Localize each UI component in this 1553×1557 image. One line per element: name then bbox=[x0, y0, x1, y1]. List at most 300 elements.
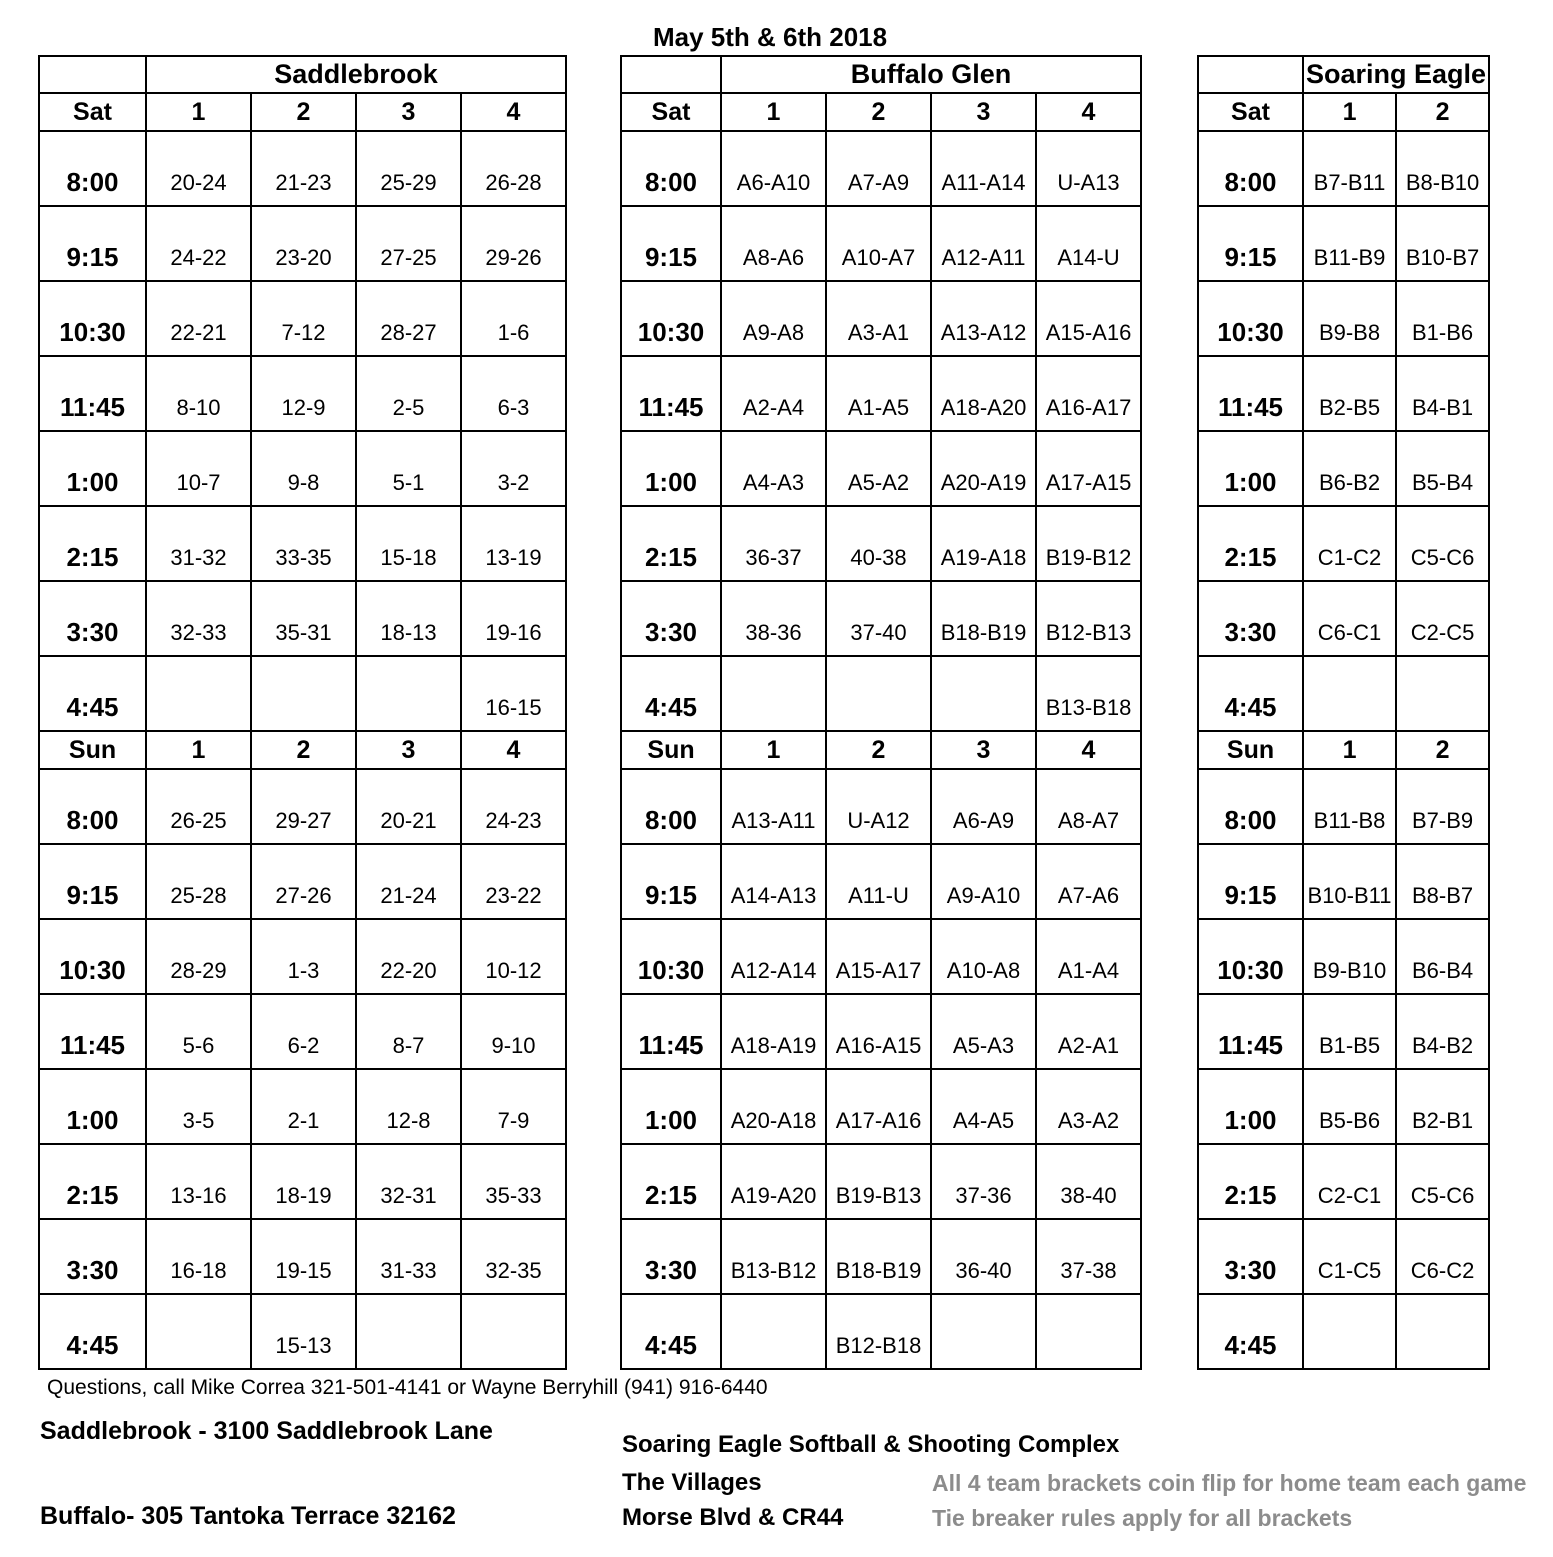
time-label: 3:30 bbox=[1198, 1219, 1303, 1294]
game-cell: 26-25 bbox=[146, 769, 251, 844]
sat-time-row bbox=[39, 431, 566, 506]
sat-time-row bbox=[1198, 506, 1489, 581]
game-cell: 23-20 bbox=[251, 206, 356, 281]
time-label: 10:30 bbox=[39, 919, 146, 994]
time-label: 9:15 bbox=[621, 206, 721, 281]
game-cell bbox=[1303, 1294, 1396, 1369]
game-cell: A19-A20 bbox=[721, 1144, 826, 1219]
game-cell: A20-A18 bbox=[721, 1069, 826, 1144]
game-cell: B8-B10 bbox=[1396, 131, 1489, 206]
game-cell: B4-B2 bbox=[1396, 994, 1489, 1069]
game-cell: A10-A8 bbox=[931, 919, 1036, 994]
game-cell: B7-B9 bbox=[1396, 769, 1489, 844]
game-cell: A11-U bbox=[826, 844, 931, 919]
game-cell: B9-B10 bbox=[1303, 919, 1396, 994]
game-cell bbox=[721, 656, 826, 731]
day-label: Sat bbox=[621, 93, 721, 131]
game-cell: 24-23 bbox=[461, 769, 566, 844]
game-cell: C1-C5 bbox=[1303, 1219, 1396, 1294]
field-column-header: 1 bbox=[721, 731, 826, 769]
game-cell: 16-15 bbox=[461, 656, 566, 731]
game-cell: 36-40 bbox=[931, 1219, 1036, 1294]
game-cell: 28-27 bbox=[356, 281, 461, 356]
page-title: May 5th & 6th 2018 bbox=[653, 22, 888, 52]
game-cell: 6-2 bbox=[251, 994, 356, 1069]
game-cell: B5-B4 bbox=[1396, 431, 1489, 506]
sun-time-row bbox=[621, 1069, 1141, 1144]
field-column-header: 4 bbox=[1036, 93, 1141, 131]
game-cell: 32-31 bbox=[356, 1144, 461, 1219]
time-label: 9:15 bbox=[39, 844, 146, 919]
game-cell: B18-B19 bbox=[931, 581, 1036, 656]
soaring-eagle-schedule-table bbox=[1197, 55, 1490, 1370]
field-column-header: 1 bbox=[146, 731, 251, 769]
game-cell: 20-24 bbox=[146, 131, 251, 206]
sat-time-row bbox=[621, 431, 1141, 506]
game-cell: 9-10 bbox=[461, 994, 566, 1069]
sat-time-row bbox=[1198, 431, 1489, 506]
time-label: 10:30 bbox=[621, 919, 721, 994]
time-label: 8:00 bbox=[39, 131, 146, 206]
game-cell: 3-5 bbox=[146, 1069, 251, 1144]
field-column-header: 4 bbox=[461, 731, 566, 769]
game-cell bbox=[461, 1294, 566, 1369]
game-cell: 37-36 bbox=[931, 1144, 1036, 1219]
game-cell: 35-31 bbox=[251, 581, 356, 656]
villages-label: The Villages bbox=[622, 1469, 762, 1496]
game-cell: 36-37 bbox=[721, 506, 826, 581]
game-cell: 5-1 bbox=[356, 431, 461, 506]
game-cell: 8-7 bbox=[356, 994, 461, 1069]
game-cell: C2-C5 bbox=[1396, 581, 1489, 656]
game-cell: 23-22 bbox=[461, 844, 566, 919]
time-label: 2:15 bbox=[1198, 1144, 1303, 1219]
time-label: 2:15 bbox=[621, 506, 721, 581]
game-cell: 7-9 bbox=[461, 1069, 566, 1144]
game-cell: C6-C1 bbox=[1303, 581, 1396, 656]
time-label: 2:15 bbox=[39, 1144, 146, 1219]
game-cell: 32-35 bbox=[461, 1219, 566, 1294]
sun-header-row bbox=[39, 731, 566, 769]
game-cell: B9-B8 bbox=[1303, 281, 1396, 356]
game-cell: A6-A10 bbox=[721, 131, 826, 206]
day-label: Sun bbox=[39, 731, 146, 769]
sat-time-row bbox=[39, 506, 566, 581]
venue-name: Saddlebrook bbox=[146, 56, 566, 93]
game-cell: C6-C2 bbox=[1396, 1219, 1489, 1294]
time-label: 8:00 bbox=[1198, 769, 1303, 844]
sat-header-row bbox=[1198, 93, 1489, 131]
game-cell: A18-A20 bbox=[931, 356, 1036, 431]
game-cell: B12-B18 bbox=[826, 1294, 931, 1369]
game-cell: A2-A4 bbox=[721, 356, 826, 431]
game-cell: 21-23 bbox=[251, 131, 356, 206]
game-cell: A18-A19 bbox=[721, 994, 826, 1069]
sun-time-row bbox=[39, 1069, 566, 1144]
sun-time-row bbox=[39, 844, 566, 919]
field-column-header: 3 bbox=[931, 731, 1036, 769]
game-cell: A12-A14 bbox=[721, 919, 826, 994]
game-cell: A11-A14 bbox=[931, 131, 1036, 206]
game-cell: 6-3 bbox=[461, 356, 566, 431]
game-cell: B4-B1 bbox=[1396, 356, 1489, 431]
game-cell: 20-21 bbox=[356, 769, 461, 844]
game-cell: A5-A2 bbox=[826, 431, 931, 506]
day-label: Sat bbox=[1198, 93, 1303, 131]
game-cell: 31-32 bbox=[146, 506, 251, 581]
game-cell: 16-18 bbox=[146, 1219, 251, 1294]
field-column-header: 4 bbox=[461, 93, 566, 131]
time-label: 2:15 bbox=[621, 1144, 721, 1219]
sun-time-row bbox=[1198, 1069, 1489, 1144]
game-cell: 13-16 bbox=[146, 1144, 251, 1219]
game-cell: A7-A6 bbox=[1036, 844, 1141, 919]
time-label: 4:45 bbox=[621, 656, 721, 731]
sat-time-row bbox=[621, 206, 1141, 281]
game-cell: B5-B6 bbox=[1303, 1069, 1396, 1144]
field-column-header: 3 bbox=[356, 93, 461, 131]
questions-contact-line: Questions, call Mike Correa 321-501-4141 or Wayne Berryhill (941) 916-6440 bbox=[47, 1376, 768, 1399]
venue-header-row bbox=[621, 56, 1141, 93]
game-cell: 27-25 bbox=[356, 206, 461, 281]
sat-header-row bbox=[39, 93, 566, 131]
game-cell: C5-C6 bbox=[1396, 1144, 1489, 1219]
game-cell: 31-33 bbox=[356, 1219, 461, 1294]
game-cell bbox=[146, 1294, 251, 1369]
time-label: 11:45 bbox=[1198, 994, 1303, 1069]
time-label: 11:45 bbox=[621, 356, 721, 431]
game-cell bbox=[826, 656, 931, 731]
sun-time-row bbox=[1198, 844, 1489, 919]
game-cell bbox=[1036, 1294, 1141, 1369]
time-label: 11:45 bbox=[1198, 356, 1303, 431]
time-label: 3:30 bbox=[1198, 581, 1303, 656]
game-cell: 29-27 bbox=[251, 769, 356, 844]
game-cell: 15-18 bbox=[356, 506, 461, 581]
time-label: 8:00 bbox=[39, 769, 146, 844]
time-label: 10:30 bbox=[1198, 281, 1303, 356]
game-cell: A9-A8 bbox=[721, 281, 826, 356]
game-cell: B19-B13 bbox=[826, 1144, 931, 1219]
game-cell bbox=[251, 656, 356, 731]
time-label: 4:45 bbox=[39, 656, 146, 731]
game-cell bbox=[1396, 1294, 1489, 1369]
time-label: 9:15 bbox=[1198, 844, 1303, 919]
sun-time-row bbox=[39, 994, 566, 1069]
game-cell: A12-A11 bbox=[931, 206, 1036, 281]
game-cell: 26-28 bbox=[461, 131, 566, 206]
game-cell: A8-A6 bbox=[721, 206, 826, 281]
sat-time-row bbox=[621, 506, 1141, 581]
time-label: 3:30 bbox=[39, 581, 146, 656]
venue-name: Soaring Eagle bbox=[1303, 56, 1489, 93]
game-cell: B13-B18 bbox=[1036, 656, 1141, 731]
game-cell: U-A12 bbox=[826, 769, 931, 844]
game-cell: 2-5 bbox=[356, 356, 461, 431]
game-cell: A14-A13 bbox=[721, 844, 826, 919]
game-cell: A8-A7 bbox=[1036, 769, 1141, 844]
game-cell: A17-A16 bbox=[826, 1069, 931, 1144]
time-label: 8:00 bbox=[621, 769, 721, 844]
corner-cell bbox=[39, 56, 146, 93]
sun-time-row bbox=[1198, 994, 1489, 1069]
time-label: 4:45 bbox=[1198, 656, 1303, 731]
game-cell: A17-A15 bbox=[1036, 431, 1141, 506]
sat-time-row bbox=[1198, 131, 1489, 206]
field-column-header: 2 bbox=[826, 93, 931, 131]
sun-time-row bbox=[621, 919, 1141, 994]
time-label: 1:00 bbox=[39, 431, 146, 506]
game-cell: 22-21 bbox=[146, 281, 251, 356]
sun-time-row bbox=[1198, 1294, 1489, 1369]
sat-time-row bbox=[1198, 581, 1489, 656]
sat-time-row bbox=[39, 131, 566, 206]
soaring-eagle-complex-name: Soaring Eagle Softball & Shooting Complex bbox=[622, 1431, 1120, 1458]
sat-time-row bbox=[39, 581, 566, 656]
game-cell: B8-B7 bbox=[1396, 844, 1489, 919]
sun-header-row bbox=[1198, 731, 1489, 769]
time-label: 10:30 bbox=[621, 281, 721, 356]
sat-time-row bbox=[39, 206, 566, 281]
game-cell: 38-36 bbox=[721, 581, 826, 656]
game-cell: A13-A11 bbox=[721, 769, 826, 844]
game-cell: 28-29 bbox=[146, 919, 251, 994]
time-label: 9:15 bbox=[621, 844, 721, 919]
game-cell: C2-C1 bbox=[1303, 1144, 1396, 1219]
sat-time-row bbox=[621, 131, 1141, 206]
game-cell bbox=[1303, 656, 1396, 731]
game-cell: B2-B1 bbox=[1396, 1069, 1489, 1144]
game-cell: A15-A16 bbox=[1036, 281, 1141, 356]
game-cell bbox=[146, 656, 251, 731]
game-cell: B7-B11 bbox=[1303, 131, 1396, 206]
game-cell: 18-13 bbox=[356, 581, 461, 656]
coin-flip-note: All 4 team brackets coin flip for home team each game bbox=[932, 1470, 1527, 1496]
venue-name: Buffalo Glen bbox=[721, 56, 1141, 93]
time-label: 11:45 bbox=[39, 994, 146, 1069]
game-cell: 21-24 bbox=[356, 844, 461, 919]
game-cell: C1-C2 bbox=[1303, 506, 1396, 581]
game-cell: 1-6 bbox=[461, 281, 566, 356]
corner-cell bbox=[621, 56, 721, 93]
game-cell: A5-A3 bbox=[931, 994, 1036, 1069]
time-label: 4:45 bbox=[39, 1294, 146, 1369]
field-column-header: 2 bbox=[1396, 93, 1489, 131]
game-cell: 40-38 bbox=[826, 506, 931, 581]
game-cell: A13-A12 bbox=[931, 281, 1036, 356]
time-label: 1:00 bbox=[621, 431, 721, 506]
game-cell: 35-33 bbox=[461, 1144, 566, 1219]
day-label: Sun bbox=[1198, 731, 1303, 769]
time-label: 3:30 bbox=[39, 1219, 146, 1294]
game-cell: 7-12 bbox=[251, 281, 356, 356]
field-column-header: 1 bbox=[146, 93, 251, 131]
game-cell: B6-B4 bbox=[1396, 919, 1489, 994]
sun-time-row bbox=[1198, 769, 1489, 844]
sat-time-row bbox=[39, 656, 566, 731]
game-cell: 10-7 bbox=[146, 431, 251, 506]
game-cell: 12-8 bbox=[356, 1069, 461, 1144]
sun-time-row bbox=[39, 1144, 566, 1219]
game-cell: A16-A15 bbox=[826, 994, 931, 1069]
field-column-header: 1 bbox=[721, 93, 826, 131]
time-label: 8:00 bbox=[1198, 131, 1303, 206]
game-cell: 29-26 bbox=[461, 206, 566, 281]
sun-time-row bbox=[621, 1219, 1141, 1294]
game-cell: 9-8 bbox=[251, 431, 356, 506]
sat-time-row bbox=[39, 356, 566, 431]
venue-header-row bbox=[1198, 56, 1489, 93]
game-cell: 27-26 bbox=[251, 844, 356, 919]
game-cell: 10-12 bbox=[461, 919, 566, 994]
game-cell: A3-A1 bbox=[826, 281, 931, 356]
game-cell: B2-B5 bbox=[1303, 356, 1396, 431]
sun-time-row bbox=[621, 994, 1141, 1069]
game-cell: A4-A3 bbox=[721, 431, 826, 506]
morse-blvd-label: Morse Blvd & CR44 bbox=[622, 1504, 844, 1531]
time-label: 1:00 bbox=[39, 1069, 146, 1144]
game-cell: A2-A1 bbox=[1036, 994, 1141, 1069]
game-cell: A14-U bbox=[1036, 206, 1141, 281]
game-cell: 37-40 bbox=[826, 581, 931, 656]
sun-time-row bbox=[621, 769, 1141, 844]
sun-time-row bbox=[621, 1294, 1141, 1369]
sun-time-row bbox=[621, 1144, 1141, 1219]
game-cell: B18-B19 bbox=[826, 1219, 931, 1294]
game-cell bbox=[356, 1294, 461, 1369]
game-cell: A6-A9 bbox=[931, 769, 1036, 844]
field-column-header: 2 bbox=[1396, 731, 1489, 769]
game-cell: 22-20 bbox=[356, 919, 461, 994]
game-cell: B19-B12 bbox=[1036, 506, 1141, 581]
time-label: 9:15 bbox=[1198, 206, 1303, 281]
sat-time-row bbox=[1198, 281, 1489, 356]
sun-time-row bbox=[1198, 1219, 1489, 1294]
time-label: 9:15 bbox=[39, 206, 146, 281]
game-cell: B1-B5 bbox=[1303, 994, 1396, 1069]
game-cell: 8-10 bbox=[146, 356, 251, 431]
game-cell: A10-A7 bbox=[826, 206, 931, 281]
sat-header-row bbox=[621, 93, 1141, 131]
game-cell: 19-16 bbox=[461, 581, 566, 656]
saddlebrook-schedule-table bbox=[38, 55, 567, 1370]
game-cell: 2-1 bbox=[251, 1069, 356, 1144]
game-cell bbox=[931, 656, 1036, 731]
sat-time-row bbox=[621, 656, 1141, 731]
field-column-header: 3 bbox=[931, 93, 1036, 131]
game-cell: B11-B8 bbox=[1303, 769, 1396, 844]
buffalo-glen-schedule-table bbox=[620, 55, 1142, 1370]
game-cell: B10-B11 bbox=[1303, 844, 1396, 919]
game-cell bbox=[356, 656, 461, 731]
time-label: 1:00 bbox=[1198, 431, 1303, 506]
game-cell: A16-A17 bbox=[1036, 356, 1141, 431]
game-cell: A1-A4 bbox=[1036, 919, 1141, 994]
game-cell: 3-2 bbox=[461, 431, 566, 506]
game-cell: 37-38 bbox=[1036, 1219, 1141, 1294]
game-cell bbox=[721, 1294, 826, 1369]
time-label: 11:45 bbox=[39, 356, 146, 431]
game-cell: 33-35 bbox=[251, 506, 356, 581]
sat-time-row bbox=[1198, 356, 1489, 431]
sun-time-row bbox=[39, 769, 566, 844]
sat-time-row bbox=[1198, 206, 1489, 281]
game-cell: B12-B13 bbox=[1036, 581, 1141, 656]
sat-time-row bbox=[621, 356, 1141, 431]
game-cell: B1-B6 bbox=[1396, 281, 1489, 356]
game-cell: 19-15 bbox=[251, 1219, 356, 1294]
tie-breaker-note: Tie breaker rules apply for all brackets bbox=[932, 1505, 1353, 1531]
game-cell: A4-A5 bbox=[931, 1069, 1036, 1144]
time-label: 1:00 bbox=[1198, 1069, 1303, 1144]
game-cell: 12-9 bbox=[251, 356, 356, 431]
field-column-header: 1 bbox=[1303, 731, 1396, 769]
sat-time-row bbox=[1198, 656, 1489, 731]
field-column-header: 2 bbox=[251, 731, 356, 769]
game-cell bbox=[931, 1294, 1036, 1369]
time-label: 2:15 bbox=[39, 506, 146, 581]
sun-time-row bbox=[621, 844, 1141, 919]
time-label: 4:45 bbox=[621, 1294, 721, 1369]
time-label: 3:30 bbox=[621, 581, 721, 656]
time-label: 10:30 bbox=[39, 281, 146, 356]
field-column-header: 1 bbox=[1303, 93, 1396, 131]
game-cell: 15-13 bbox=[251, 1294, 356, 1369]
venue-header-row bbox=[39, 56, 566, 93]
game-cell: A15-A17 bbox=[826, 919, 931, 994]
sat-time-row bbox=[621, 581, 1141, 656]
buffalo-address: Buffalo- 305 Tantoka Terrace 32162 bbox=[40, 1502, 456, 1530]
game-cell: 25-29 bbox=[356, 131, 461, 206]
day-label: Sun bbox=[621, 731, 721, 769]
sun-time-row bbox=[39, 1294, 566, 1369]
time-label: 3:30 bbox=[621, 1219, 721, 1294]
game-cell: B13-B12 bbox=[721, 1219, 826, 1294]
time-label: 1:00 bbox=[621, 1069, 721, 1144]
game-cell: A20-A19 bbox=[931, 431, 1036, 506]
time-label: 2:15 bbox=[1198, 506, 1303, 581]
game-cell: B6-B2 bbox=[1303, 431, 1396, 506]
game-cell: A3-A2 bbox=[1036, 1069, 1141, 1144]
game-cell: 13-19 bbox=[461, 506, 566, 581]
time-label: 11:45 bbox=[621, 994, 721, 1069]
sun-time-row bbox=[39, 919, 566, 994]
corner-cell bbox=[1198, 56, 1303, 93]
game-cell: U-A13 bbox=[1036, 131, 1141, 206]
field-column-header: 2 bbox=[251, 93, 356, 131]
sat-time-row bbox=[621, 281, 1141, 356]
game-cell: B10-B7 bbox=[1396, 206, 1489, 281]
game-cell: 5-6 bbox=[146, 994, 251, 1069]
game-cell: 32-33 bbox=[146, 581, 251, 656]
field-column-header: 4 bbox=[1036, 731, 1141, 769]
time-label: 10:30 bbox=[1198, 919, 1303, 994]
game-cell: 24-22 bbox=[146, 206, 251, 281]
game-cell: C5-C6 bbox=[1396, 506, 1489, 581]
game-cell: 1-3 bbox=[251, 919, 356, 994]
game-cell: A9-A10 bbox=[931, 844, 1036, 919]
game-cell bbox=[1396, 656, 1489, 731]
sun-time-row bbox=[1198, 1144, 1489, 1219]
time-label: 8:00 bbox=[621, 131, 721, 206]
sun-time-row bbox=[1198, 919, 1489, 994]
game-cell: A7-A9 bbox=[826, 131, 931, 206]
game-cell: 18-19 bbox=[251, 1144, 356, 1219]
sun-header-row bbox=[621, 731, 1141, 769]
sat-time-row bbox=[39, 281, 566, 356]
game-cell: A1-A5 bbox=[826, 356, 931, 431]
saddlebrook-address: Saddlebrook - 3100 Saddlebrook Lane bbox=[40, 1417, 493, 1445]
